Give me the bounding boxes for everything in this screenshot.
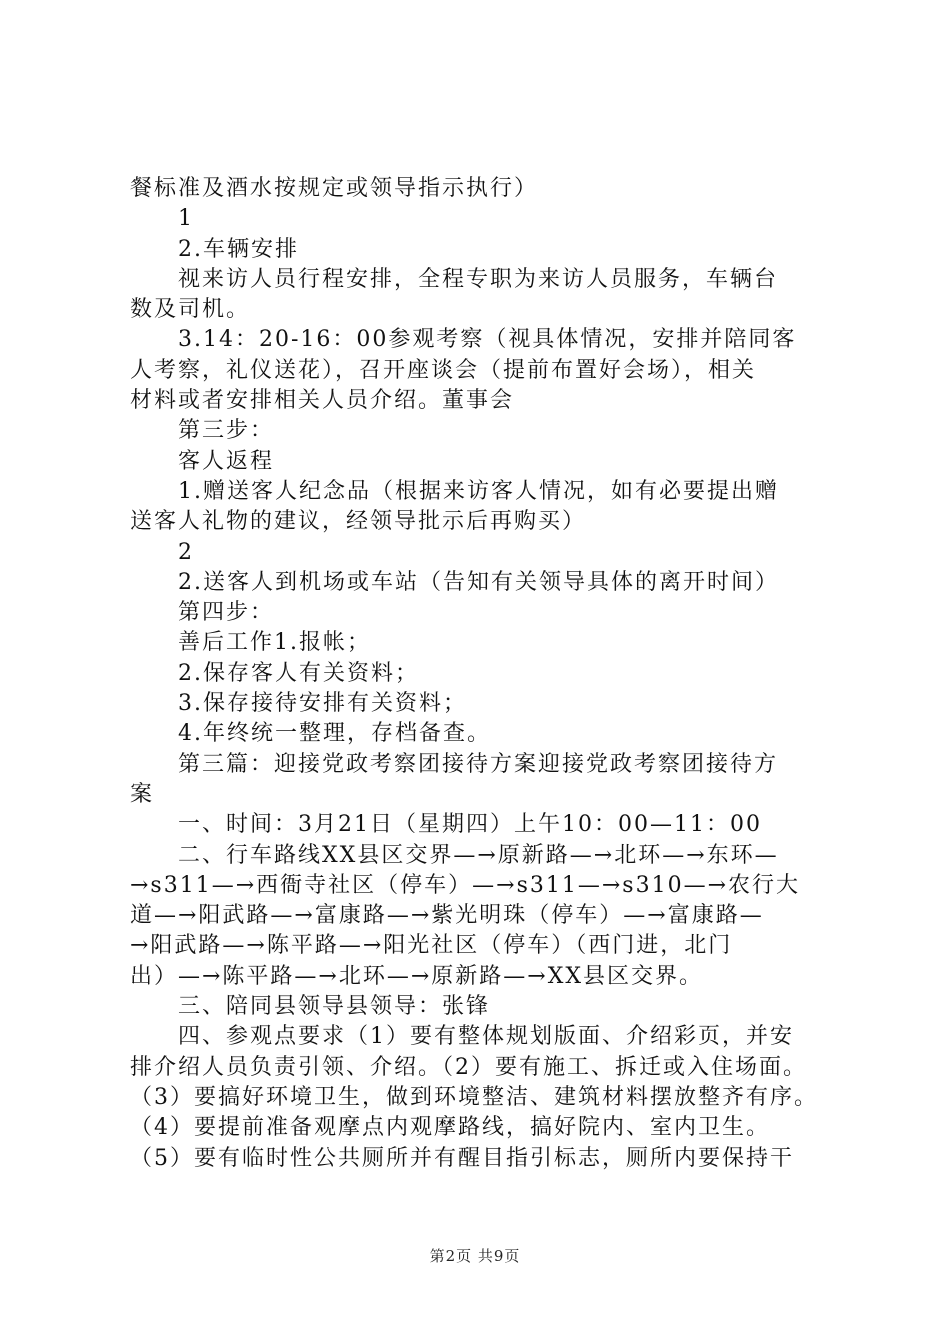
text-line: 3.14：20-16：00参观考察（视具体情况，安排并陪同客 (178, 327, 797, 353)
text-line: 道—→阳武路—→富康路—→紫光明珠（停车）—→富康路— (130, 903, 764, 929)
text-line: 第三步： (178, 418, 275, 444)
text-line: 2.保存客人有关资料； (178, 660, 419, 686)
text-line: 第三篇：迎接党政考察团接待方案迎接党政考察团接待方 (178, 751, 779, 777)
text-line: 二、行车路线XX县区交界—→原新路—→北环—→东环— (178, 842, 779, 868)
text-line: 人考察，礼仪送花），召开座谈会（提前布置好会场），相关 (130, 357, 757, 383)
text-line: 视来访人员行程安排，全程专职为来访人员服务，车辆台 (178, 266, 779, 292)
text-line: 数及司机。 (130, 297, 251, 323)
text-line: 出）—→陈平路—→北环—→原新路—→XX县区交界。 (130, 963, 704, 989)
text-line: 材料或者安排相关人员介绍。董事会 (130, 388, 515, 414)
text-line: 2.车辆安排 (178, 236, 299, 262)
text-line: →阳武路—→陈平路—→阳光社区（停车）（西门进，北门 (130, 933, 733, 959)
text-line: 第四步： (178, 600, 275, 626)
text-line: 4.年终统一整理，存档备查。 (178, 721, 491, 747)
text-line: 案 (130, 781, 155, 807)
text-line: （5）要有临时性公共厕所并有醒目指引标志，厕所内要保持干 (130, 1145, 794, 1171)
text-line: 三、陪同县领导县领导：张锋 (178, 994, 491, 1020)
text-line: 餐标准及酒水按规定或领导指示执行） (130, 176, 539, 201)
text-line: →s311—→西衙寺社区（停车）—→s311—→s310—→农行大 (130, 872, 801, 898)
text-line: 1 (178, 206, 194, 232)
text-line: 送客人礼物的建议，经领导批示后再购买） (130, 509, 587, 535)
document-body (130, 174, 840, 1174)
text-line: 客人返程 (178, 448, 275, 474)
text-line: 一、时间：3月21日（星期四）上午10：00—11：00 (178, 812, 762, 838)
text-line: 2 (178, 539, 194, 565)
text-line: 3.保存接待安排有关资料； (178, 691, 467, 717)
text-line: 四、参观点要求（1）要有整体规划版面、介绍彩页，并安 (178, 1024, 794, 1050)
text-line: 排介绍人员负责引领、介绍。（2）要有施工、拆迁或入住场面。 (130, 1054, 807, 1080)
text-line: 1.赠送客人纪念品（根据来访客人情况，如有必要提出赠 (178, 478, 779, 504)
text-line: 善后工作1.报帐； (178, 630, 371, 656)
text-line: （3）要搞好环境卫生，做到环境整洁、建筑材料摆放整齐有序。 (130, 1084, 818, 1110)
text-line: 2.送客人到机场或车站（告知有关领导具体的离开时间） (178, 569, 779, 595)
page-footer: 第2页 共9页 (429, 1247, 521, 1265)
text-line: （4）要提前准备观摩点内观摩路线，搞好院内、室内卫生。 (130, 1115, 770, 1141)
